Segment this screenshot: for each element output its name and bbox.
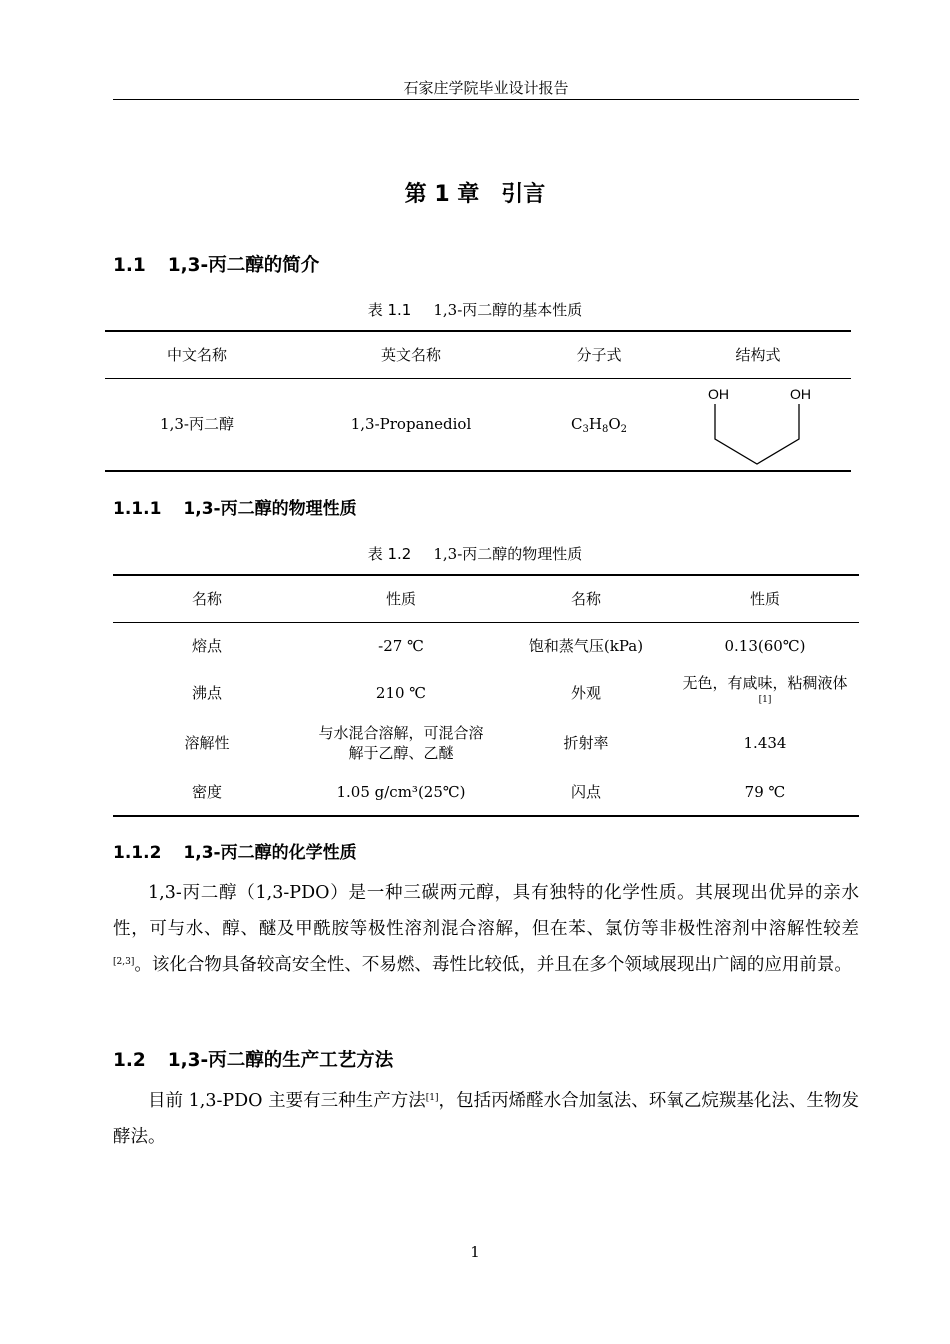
section-title: 1,3-丙二醇的生产工艺方法 bbox=[167, 1050, 394, 1071]
en-name-cell: 1,3-Propanediol bbox=[289, 378, 533, 471]
section-heading-1-1 bbox=[113, 254, 319, 278]
section-number: 1.1 bbox=[113, 255, 146, 276]
property-name: 闪点 bbox=[501, 769, 671, 816]
caption-label: 表 1.2 bbox=[367, 545, 412, 563]
chapter-title: 第 1 章 引言 bbox=[404, 182, 546, 207]
physical-properties-table bbox=[113, 574, 859, 817]
property-value: 79 ℃ bbox=[671, 769, 859, 816]
hydroxyl-right-label: OH bbox=[790, 386, 811, 403]
table-row bbox=[113, 669, 859, 716]
table-row bbox=[113, 622, 859, 669]
table-caption-1 bbox=[0, 300, 950, 320]
citation-ref: [2,3] bbox=[113, 957, 135, 967]
property-name: 饱和蒸气压(kPa) bbox=[528, 636, 644, 655]
table-header-row bbox=[105, 331, 851, 378]
property-name: 沸点 bbox=[191, 683, 222, 702]
header-cell: 名称 bbox=[113, 575, 301, 622]
caption-text: 1,3-丙二醇的物理性质 bbox=[433, 545, 583, 563]
section-heading-1-2 bbox=[113, 1049, 393, 1073]
property-name: 外观 bbox=[570, 683, 601, 702]
property-value: -27 ℃ bbox=[378, 636, 424, 655]
section-number: 1.1.1 bbox=[113, 499, 162, 519]
section-number: 1.2 bbox=[113, 1050, 146, 1071]
citation-ref: [1] bbox=[758, 694, 772, 705]
header-cell: 分子式 bbox=[533, 331, 665, 378]
header-cell: 英文名称 bbox=[289, 331, 533, 378]
property-value: 与水混合溶解，可混合溶解于乙醇、乙醚 bbox=[318, 723, 484, 762]
section-title: 1,3-丙二醇的物理性质 bbox=[183, 499, 357, 519]
property-value: 1.434 bbox=[743, 733, 787, 752]
property-value: 0.13(60℃) bbox=[724, 636, 806, 655]
property-name: 折射率 bbox=[563, 733, 609, 752]
production-methods-paragraph: 目前 1,3-PDO 主要有三种生产方法[1]，包括丙烯醛水合加氢法、环氧乙烷羰基化法、生物发酵法。 bbox=[113, 1091, 859, 1147]
page-number: 1 bbox=[470, 1243, 480, 1261]
cn-name-cell: 1,3-丙二醇 bbox=[105, 378, 289, 471]
table-header-row bbox=[113, 575, 859, 622]
property-value: 210 ℃ bbox=[375, 683, 427, 702]
basic-properties-table bbox=[105, 330, 851, 472]
table-row bbox=[113, 769, 859, 816]
citation-ref: [1] bbox=[425, 1093, 439, 1103]
property-name: 溶解性 bbox=[184, 733, 230, 752]
hydroxyl-left-label: OH bbox=[708, 386, 729, 403]
header-rule bbox=[113, 99, 859, 100]
header-cell: 性质 bbox=[301, 575, 501, 622]
section-number: 1.1.2 bbox=[113, 843, 162, 863]
running-header: 石家庄学院毕业设计报告 bbox=[403, 79, 569, 97]
carbon-chain-bonds bbox=[715, 404, 799, 464]
section-title: 1,3-丙二醇的简介 bbox=[167, 255, 320, 276]
structure-cell bbox=[665, 378, 851, 471]
section-title: 1,3-丙二醇的化学性质 bbox=[183, 843, 357, 863]
property-name: 密度 bbox=[113, 769, 301, 816]
caption-label: 表 1.1 bbox=[367, 301, 412, 319]
section-heading-1-1-1 bbox=[113, 498, 357, 520]
table-row bbox=[113, 716, 859, 769]
property-name: 熔点 bbox=[191, 636, 222, 655]
table-row bbox=[105, 378, 851, 471]
header-cell: 中文名称 bbox=[105, 331, 289, 378]
table-caption-2 bbox=[0, 544, 950, 564]
chemical-properties-paragraph: 1,3-丙二醇（1,3-PDO）是一种三碳两元醇，具有独特的化学性质。其展现出优异的亲水性，可与水、醇、醚及甲酰胺等极性溶剂混合溶解，但在苯、氯仿等非极性溶剂中溶解性较差[2,3]。该化合物具备较高安全性、不易燃、毒性比较低，并且在多个领域展现出广阔的应用前景。 bbox=[113, 883, 859, 975]
property-value: 1.05 g/cm³(25℃) bbox=[301, 769, 501, 816]
formula-cell: $C_3H_8O_2$ bbox=[533, 378, 665, 471]
header-cell: 性质 bbox=[671, 575, 859, 622]
header-cell: 名称 bbox=[501, 575, 671, 622]
structural-formula-diagram bbox=[698, 382, 818, 466]
header-cell: 结构式 bbox=[665, 331, 851, 378]
caption-text: 1,3-丙二醇的基本性质 bbox=[433, 301, 583, 319]
property-value: 无色，有咸味，粘稠液体[1] bbox=[682, 673, 848, 705]
section-heading-1-1-2 bbox=[113, 842, 357, 864]
